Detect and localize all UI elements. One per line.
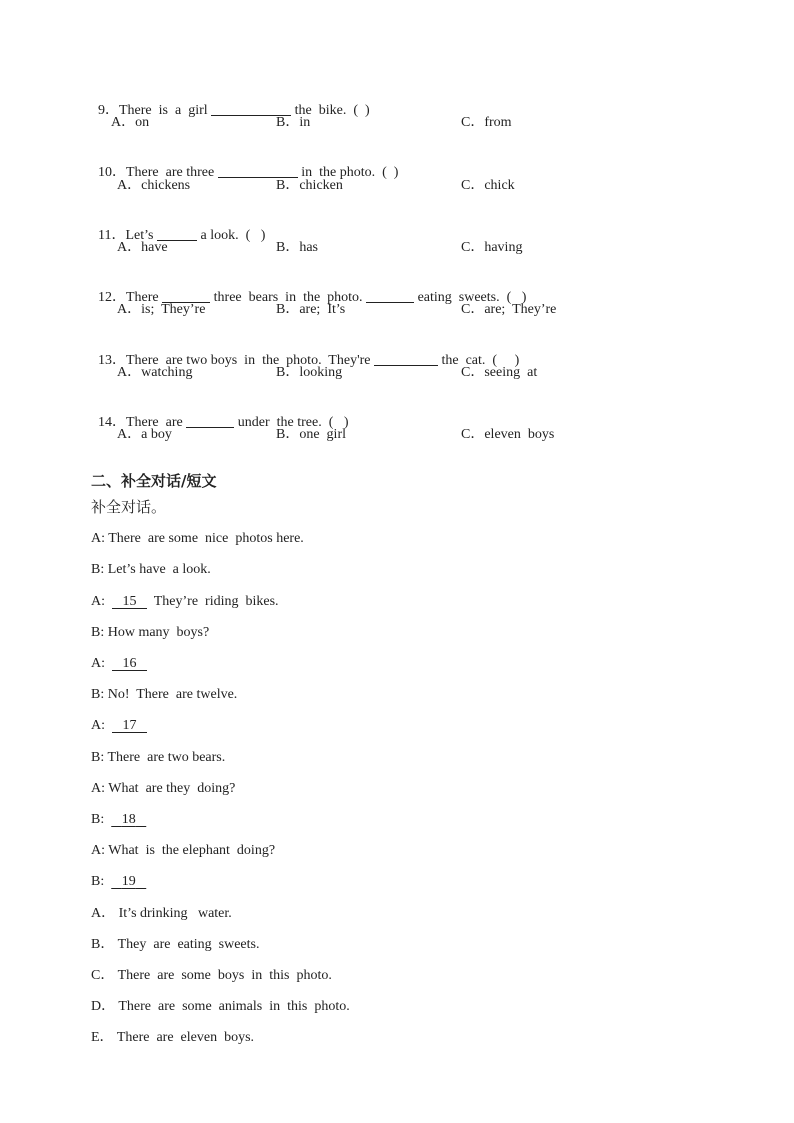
option-letter: A． (117, 365, 142, 380)
speaker: A: (91, 656, 105, 671)
option-text: are; It’s (299, 302, 346, 317)
dialogue-line (91, 780, 235, 798)
option-letter: A． (117, 302, 142, 317)
dialogue-line (91, 686, 237, 704)
option-b[interactable] (276, 239, 318, 257)
dialogue-line (91, 624, 209, 642)
option-text: looking (299, 365, 343, 380)
choice-b[interactable] (91, 936, 259, 954)
speaker: B: (91, 625, 105, 640)
option-letter: B． (276, 365, 300, 380)
option-text: in (299, 115, 311, 130)
option-text: seeing at (484, 365, 538, 380)
option-letter: B． (276, 427, 300, 442)
option-c[interactable] (461, 364, 537, 382)
option-c[interactable] (461, 239, 522, 257)
question-text: There are (126, 415, 187, 430)
question-text: There are three (126, 165, 218, 180)
option-letter: A． (117, 427, 142, 442)
option-c[interactable] (461, 426, 554, 444)
dialogue-text: No! There are twelve. (107, 687, 238, 702)
answer-blank-18[interactable]: 18 (121, 812, 136, 827)
dialogue-line (91, 593, 279, 611)
dialogue-text: There are some nice photos here. (108, 531, 304, 546)
option-letter: C． (461, 427, 485, 442)
option-letter: B． (276, 302, 300, 317)
option-text: chickens (141, 178, 191, 193)
question-text: in the photo. ( ) (297, 165, 399, 180)
question-text: the bike. ( ) (291, 103, 370, 118)
question-text: a look. ( ) (196, 228, 266, 243)
speaker: B: (91, 812, 105, 827)
speaker: B: (91, 874, 105, 889)
dialogue-line (91, 749, 225, 767)
choice-a[interactable] (91, 905, 232, 923)
question-number: 10． (98, 165, 126, 180)
option-a[interactable] (117, 301, 205, 319)
option-b[interactable] (276, 364, 342, 382)
question-text: There (126, 290, 163, 305)
choice-letter: B． (91, 937, 115, 952)
answer-blank[interactable] (186, 413, 234, 428)
option-text: have (141, 240, 168, 255)
question-text: the cat. ( ) (437, 353, 520, 368)
dialogue-text: They’re riding bikes. (153, 594, 279, 609)
option-text: on (135, 115, 150, 130)
option-text: having (484, 240, 523, 255)
option-letter: C． (461, 302, 485, 317)
option-c[interactable] (461, 177, 515, 195)
question-number: 9． (98, 103, 119, 118)
question-text: Let’s (125, 228, 157, 243)
option-text: has (299, 240, 319, 255)
dialogue-line (91, 530, 304, 548)
option-text: eleven boys (484, 427, 555, 442)
option-b[interactable] (276, 301, 345, 319)
option-c[interactable] (461, 114, 512, 132)
answer-blank[interactable] (218, 163, 298, 178)
choice-text: There are some boys in this photo. (117, 968, 332, 983)
question-text: three bears in the photo. (210, 290, 367, 305)
option-text: from (484, 115, 512, 130)
option-text: chick (484, 178, 515, 193)
option-a[interactable] (117, 239, 168, 257)
option-a[interactable] (117, 177, 190, 195)
speaker: B: (91, 562, 105, 577)
option-letter: C． (461, 365, 485, 380)
answer-blank-19[interactable]: 19 (121, 874, 136, 889)
choice-e[interactable] (91, 1029, 254, 1047)
question-number: 11． (98, 228, 126, 243)
dialogue-text: What is the elephant doing? (108, 843, 276, 858)
speaker: A: (91, 531, 105, 546)
option-letter: A． (117, 178, 142, 193)
option-text: chicken (299, 178, 343, 193)
dialogue-text: How many boys? (107, 625, 210, 640)
option-a[interactable] (117, 426, 172, 444)
question-text: eating sweets. ( ) (414, 290, 527, 305)
choice-d[interactable] (91, 998, 350, 1016)
answer-blank-2[interactable] (366, 288, 414, 303)
option-letter: B． (276, 115, 300, 130)
dialogue-text: What are they doing? (108, 781, 236, 796)
question-number: 14． (98, 415, 126, 430)
option-letter: C． (461, 240, 485, 255)
dialogue-text: Let’s have a look. (107, 562, 211, 577)
choice-c[interactable] (91, 967, 332, 985)
speaker: A: (91, 843, 105, 858)
speaker: A: (91, 781, 105, 796)
option-text: one girl (299, 427, 346, 442)
option-b[interactable] (276, 177, 343, 195)
option-b[interactable] (276, 426, 346, 444)
answer-blank-15[interactable]: 15 (122, 594, 137, 609)
choice-text: They are eating sweets. (117, 937, 260, 952)
option-letter: A． (117, 240, 142, 255)
question-number: 12． (98, 290, 126, 305)
question-text: There are two boys in the photo. They're (126, 353, 374, 368)
option-letter: B． (276, 178, 300, 193)
choice-letter: C． (91, 968, 115, 983)
option-a[interactable] (111, 114, 149, 132)
question-number: 13． (98, 353, 126, 368)
section-title: 二、补全对话/短文 (91, 472, 217, 490)
option-text: watching (141, 365, 193, 380)
option-letter: A． (111, 115, 136, 130)
dialogue-text: There are two bears. (107, 750, 226, 765)
choice-text: There are eleven boys. (116, 1030, 255, 1045)
option-c[interactable] (461, 301, 556, 319)
option-letter: C． (461, 178, 485, 193)
choice-text: There are some animals in this photo. (118, 999, 350, 1014)
option-b[interactable] (276, 114, 310, 132)
choice-text: It’s drinking water. (118, 906, 232, 921)
choice-letter: D． (91, 999, 116, 1014)
option-a[interactable] (117, 364, 192, 382)
option-letter: B． (276, 240, 300, 255)
answer-blank-16[interactable]: 16 (122, 656, 137, 671)
choice-letter: A． (91, 906, 116, 921)
option-letter: C． (461, 115, 485, 130)
option-text: are; They’re (484, 302, 557, 317)
option-text: a boy (141, 427, 172, 442)
dialogue-line (91, 842, 275, 860)
question-text: There is a girl (119, 103, 212, 118)
speaker: A: (91, 718, 105, 733)
speaker: B: (91, 687, 105, 702)
dialogue-line (91, 561, 211, 579)
speaker: A: (91, 594, 105, 609)
section-instruction: 补全对话。 (91, 498, 167, 516)
answer-blank[interactable] (374, 351, 438, 366)
choice-letter: E． (91, 1030, 114, 1045)
dialogue-line (91, 873, 146, 891)
option-text: is; They’re (141, 302, 206, 317)
dialogue-line (91, 655, 147, 673)
speaker: B: (91, 750, 105, 765)
question-text: under the tree. ( ) (234, 415, 349, 430)
dialogue-line (91, 811, 146, 829)
answer-blank-17[interactable]: 17 (122, 718, 137, 733)
dialogue-line (91, 717, 147, 735)
